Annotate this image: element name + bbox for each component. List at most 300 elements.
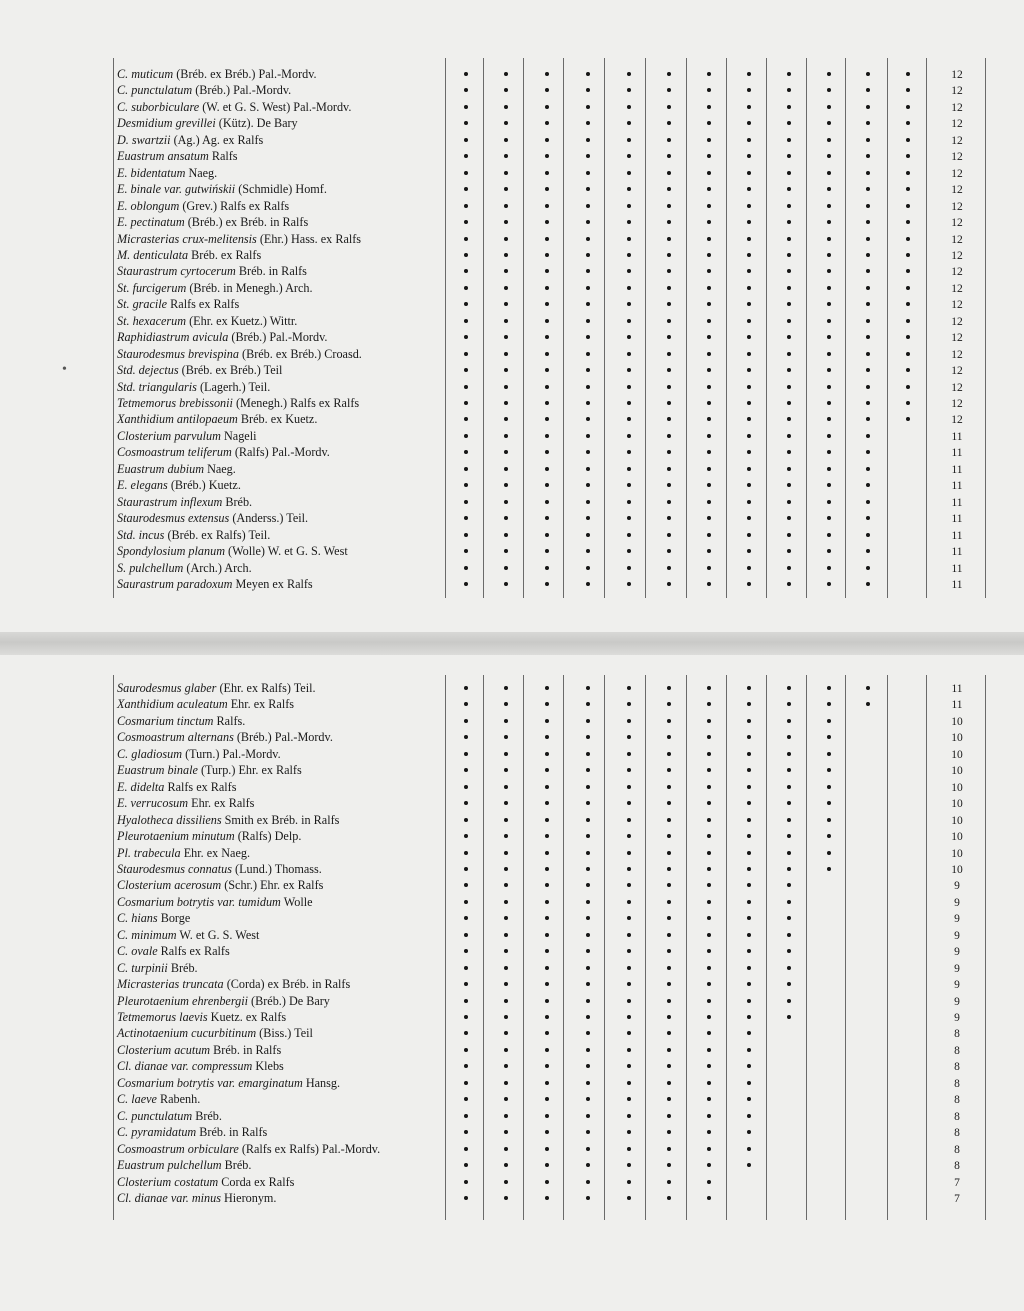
- table-row: [0, 148, 1024, 165]
- species-name: [117, 812, 339, 828]
- occurrence-dot: [866, 516, 870, 520]
- species-author: Bréb.: [224, 1158, 252, 1173]
- occurrence-count: 7: [954, 1192, 960, 1205]
- occurrence-dot: [545, 834, 549, 838]
- occurrence-dot: [504, 88, 508, 92]
- occurrence-dot: [827, 801, 831, 805]
- species-author: (Kütz). De Bary: [218, 116, 298, 131]
- occurrence-dot: [787, 335, 791, 339]
- occurrence-dot: [827, 719, 831, 723]
- occurrence-dot: [627, 516, 631, 520]
- occurrence-dot: [627, 88, 631, 92]
- occurrence-count: 11: [951, 562, 963, 575]
- occurrence-dot: [504, 204, 508, 208]
- occurrence-dot: [747, 483, 751, 487]
- occurrence-dot: [906, 352, 910, 356]
- species-name: [117, 66, 317, 82]
- occurrence-dot: [464, 286, 468, 290]
- occurrence-dot: [667, 900, 671, 904]
- occurrence-dot: [627, 966, 631, 970]
- table-row: [0, 762, 1024, 779]
- occurrence-dot: [827, 204, 831, 208]
- occurrence-count: 12: [951, 233, 963, 246]
- occurrence-dot: [504, 187, 508, 191]
- occurrence-dot: [586, 72, 590, 76]
- table-row: [0, 329, 1024, 346]
- occurrence-dot: [545, 88, 549, 92]
- occurrence-dot: [866, 319, 870, 323]
- occurrence-count: 9: [954, 1012, 960, 1024]
- occurrence-dot: [747, 138, 751, 142]
- species-name: [117, 280, 313, 296]
- occurrence-dot: [667, 319, 671, 323]
- occurrence-dot: [747, 686, 751, 690]
- occurrence-dot: [866, 385, 870, 389]
- occurrence-dot: [827, 851, 831, 855]
- species-taxon: Micrasterias truncata: [117, 977, 224, 992]
- occurrence-dot: [667, 867, 671, 871]
- species-taxon: C. muticum: [117, 67, 174, 81]
- occurrence-dot: [747, 121, 751, 125]
- occurrence-dot: [787, 72, 791, 76]
- occurrence-dot: [707, 253, 711, 257]
- species-taxon: Cosmarium botrytis var. emarginatum: [117, 1075, 303, 1090]
- occurrence-dot: [586, 1163, 590, 1167]
- occurrence-dot: [464, 966, 468, 970]
- species-taxon: Staurastrum inflexum: [117, 494, 223, 509]
- occurrence-dot: [464, 1097, 468, 1101]
- species-taxon: Cl. dianae var. minus: [117, 1190, 221, 1205]
- occurrence-dot: [707, 1196, 711, 1200]
- species-author: Rabenh.: [159, 1092, 201, 1107]
- occurrence-dot: [787, 187, 791, 191]
- occurrence-dot: [707, 1031, 711, 1035]
- occurrence-dot: [707, 1015, 711, 1019]
- table-row: [0, 1108, 1024, 1125]
- table-row: [0, 362, 1024, 379]
- occurrence-dot: [667, 1163, 671, 1167]
- occurrence-count: 11: [951, 699, 963, 712]
- occurrence-dot: [504, 1081, 508, 1085]
- occurrence-count: 11: [951, 447, 963, 460]
- occurrence-dot: [747, 785, 751, 789]
- species-taxon: C. minimum: [117, 927, 177, 942]
- species-author: Bréb. ex Ralfs: [191, 247, 262, 262]
- occurrence-dot: [866, 269, 870, 273]
- occurrence-dot: [747, 900, 751, 904]
- occurrence-dot: [627, 566, 631, 570]
- table-row: [0, 231, 1024, 248]
- occurrence-dot: [464, 949, 468, 953]
- occurrence-dot: [627, 187, 631, 191]
- occurrence-dot: [747, 582, 751, 586]
- species-name: [117, 1124, 267, 1140]
- occurrence-dot: [707, 286, 711, 290]
- occurrence-dot: [707, 220, 711, 224]
- table-row: [0, 280, 1024, 297]
- occurrence-dot: [667, 1031, 671, 1035]
- species-name: [117, 576, 313, 592]
- occurrence-dot: [464, 533, 468, 537]
- occurrence-dot: [707, 900, 711, 904]
- species-taxon: E. binale var. gutwińskii: [117, 182, 236, 197]
- occurrence-count: 9: [954, 946, 960, 959]
- occurrence-dot: [464, 1130, 468, 1134]
- occurrence-dot: [787, 516, 791, 520]
- occurrence-dot: [464, 516, 468, 520]
- species-name: [117, 313, 297, 329]
- table-row: [0, 296, 1024, 313]
- species-name: [117, 927, 259, 943]
- species-author: (Grev.) Ralfs ex Ralfs: [182, 198, 290, 213]
- occurrence-dot: [667, 121, 671, 125]
- occurrence-dot: [627, 154, 631, 158]
- occurrence-dot: [504, 735, 508, 739]
- occurrence-dot: [707, 171, 711, 175]
- occurrence-dot: [545, 785, 549, 789]
- occurrence-dot: [827, 171, 831, 175]
- occurrence-dot: [586, 516, 590, 520]
- occurrence-dot: [586, 949, 590, 953]
- occurrence-dot: [707, 768, 711, 772]
- species-author: Bréb.: [195, 1108, 222, 1123]
- occurrence-dot: [787, 352, 791, 356]
- occurrence-dot: [667, 735, 671, 739]
- occurrence-dot: [707, 834, 711, 838]
- species-author: (Bréb.) Pal.-Mordv.: [236, 730, 333, 745]
- occurrence-dot: [667, 450, 671, 454]
- occurrence-dot: [667, 154, 671, 158]
- occurrence-dot: [545, 566, 549, 570]
- species-taxon: Micrasterias crux-melitensis: [117, 231, 257, 246]
- occurrence-dot: [667, 851, 671, 855]
- table-row: [0, 1025, 1024, 1042]
- occurrence-dot: [747, 752, 751, 756]
- species-name: [117, 960, 198, 976]
- occurrence-dot: [586, 1064, 590, 1068]
- table-row: [0, 795, 1024, 812]
- occurrence-dot: [545, 1180, 549, 1184]
- species-author: Ralfs ex Ralfs: [160, 944, 230, 959]
- occurrence-dot: [747, 204, 751, 208]
- occurrence-dot: [545, 1048, 549, 1052]
- occurrence-dot: [707, 686, 711, 690]
- species-author: Klebs: [255, 1059, 284, 1074]
- occurrence-dot: [787, 801, 791, 805]
- occurrence-dot: [707, 138, 711, 142]
- occurrence-dot: [827, 286, 831, 290]
- species-author: Corda ex Ralfs: [221, 1174, 295, 1189]
- occurrence-dot: [504, 302, 508, 306]
- occurrence-dot: [504, 851, 508, 855]
- occurrence-dot: [545, 702, 549, 706]
- species-name: [117, 395, 359, 411]
- occurrence-dot: [586, 1081, 590, 1085]
- species-name: [117, 543, 348, 559]
- occurrence-dot: [545, 352, 549, 356]
- occurrence-dot: [906, 253, 910, 257]
- occurrence-dot: [504, 253, 508, 257]
- occurrence-dot: [504, 982, 508, 986]
- species-taxon: E. pectinatum: [117, 215, 185, 230]
- occurrence-count: 10: [951, 732, 963, 745]
- occurrence-dot: [545, 1163, 549, 1167]
- occurrence-dot: [545, 467, 549, 471]
- occurrence-dot: [464, 582, 468, 586]
- occurrence-dot: [464, 982, 468, 986]
- occurrence-dot: [586, 105, 590, 109]
- table-row: [0, 444, 1024, 461]
- occurrence-dot: [586, 916, 590, 920]
- occurrence-count: 12: [951, 101, 963, 114]
- occurrence-dot: [667, 335, 671, 339]
- occurrence-dot: [827, 269, 831, 273]
- occurrence-dot: [545, 1015, 549, 1019]
- occurrence-dot: [545, 154, 549, 158]
- occurrence-dot: [545, 269, 549, 273]
- occurrence-dot: [747, 1130, 751, 1134]
- occurrence-dot: [866, 138, 870, 142]
- occurrence-dot: [707, 566, 711, 570]
- occurrence-dot: [627, 582, 631, 586]
- species-taxon: Euastrum dubium: [117, 461, 205, 476]
- species-taxon: Staurastrum cyrtocerum: [117, 264, 236, 279]
- species-taxon: E. verrucosum: [117, 796, 189, 811]
- occurrence-dot: [586, 220, 590, 224]
- table-row: [0, 861, 1024, 878]
- occurrence-dot: [586, 1031, 590, 1035]
- occurrence-dot: [504, 319, 508, 323]
- occurrence-dot: [707, 483, 711, 487]
- species-author: (Bréb. in Menegh.) Arch.: [189, 280, 313, 295]
- occurrence-dot: [707, 401, 711, 405]
- species-name: [117, 993, 330, 1009]
- species-name: [117, 1108, 222, 1124]
- occurrence-dot: [747, 1097, 751, 1101]
- occurrence-dot: [787, 302, 791, 306]
- occurrence-dot: [667, 385, 671, 389]
- occurrence-dot: [464, 702, 468, 706]
- species-author: (Bréb.) ex Bréb. in Ralfs: [187, 215, 309, 230]
- species-name: [117, 762, 302, 778]
- occurrence-dot: [504, 966, 508, 970]
- occurrence-dot: [586, 1015, 590, 1019]
- occurrence-dot: [586, 450, 590, 454]
- occurrence-dot: [545, 768, 549, 772]
- species-author: Bréb. in Ralfs: [199, 1125, 268, 1140]
- occurrence-dot: [586, 302, 590, 306]
- species-author: (Lagerh.) Teil.: [199, 379, 271, 394]
- occurrence-count: 12: [951, 184, 963, 197]
- occurrence-dot: [627, 949, 631, 953]
- occurrence-dot: [906, 286, 910, 290]
- species-taxon: C. pyramidatum: [117, 1125, 197, 1140]
- occurrence-dot: [627, 900, 631, 904]
- occurrence-count: 8: [954, 1061, 960, 1074]
- occurrence-dot: [504, 500, 508, 504]
- occurrence-dot: [504, 138, 508, 142]
- species-name: [117, 943, 230, 959]
- occurrence-dot: [586, 883, 590, 887]
- occurrence-dot: [827, 834, 831, 838]
- occurrence-dot: [627, 335, 631, 339]
- occurrence-dot: [464, 818, 468, 822]
- occurrence-count: 9: [954, 880, 960, 893]
- occurrence-dot: [504, 483, 508, 487]
- occurrence-dot: [827, 686, 831, 690]
- occurrence-dot: [464, 204, 468, 208]
- occurrence-dot: [707, 966, 711, 970]
- species-name: [117, 560, 252, 576]
- occurrence-count: 8: [954, 1110, 960, 1123]
- species-name: [117, 411, 317, 427]
- occurrence-dot: [747, 966, 751, 970]
- occurrence-dot: [866, 105, 870, 109]
- species-taxon: Std. incus: [117, 527, 165, 542]
- species-taxon: Std. triangularis: [117, 379, 197, 394]
- occurrence-dot: [667, 933, 671, 937]
- occurrence-dot: [827, 785, 831, 789]
- table-row: [0, 82, 1024, 99]
- occurrence-dot: [504, 1163, 508, 1167]
- occurrence-dot: [586, 851, 590, 855]
- occurrence-dot: [667, 1081, 671, 1085]
- occurrence-dot: [787, 916, 791, 920]
- occurrence-dot: [667, 1015, 671, 1019]
- occurrence-dot: [667, 768, 671, 772]
- species-name: [117, 477, 241, 493]
- occurrence-dot: [667, 999, 671, 1003]
- occurrence-dot: [827, 434, 831, 438]
- occurrence-dot: [866, 154, 870, 158]
- species-taxon: C. turpinii: [117, 960, 168, 975]
- occurrence-dot: [747, 533, 751, 537]
- occurrence-dot: [827, 220, 831, 224]
- occurrence-dot: [747, 1048, 751, 1052]
- occurrence-count: 10: [951, 765, 963, 778]
- species-name: [117, 214, 308, 230]
- occurrence-dot: [586, 818, 590, 822]
- occurrence-dot: [627, 1163, 631, 1167]
- table-row: [0, 696, 1024, 713]
- species-author: Bréb.: [170, 960, 198, 975]
- occurrence-dot: [906, 302, 910, 306]
- occurrence-dot: [747, 834, 751, 838]
- occurrence-dot: [707, 735, 711, 739]
- occurrence-dot: [707, 916, 711, 920]
- occurrence-dot: [627, 417, 631, 421]
- table-row: [0, 560, 1024, 577]
- species-author: (Bréb. ex Bréb.) Pal.-Mordv.: [176, 67, 317, 81]
- table-row: [0, 510, 1024, 527]
- occurrence-dot: [827, 768, 831, 772]
- species-name: [117, 165, 217, 181]
- species-taxon: Desmidium grevillei: [117, 116, 216, 131]
- occurrence-dot: [464, 467, 468, 471]
- species-taxon: Cl. dianae var. compressum: [117, 1059, 253, 1074]
- occurrence-dot: [747, 352, 751, 356]
- occurrence-dot: [504, 1048, 508, 1052]
- species-taxon: C. ovale: [117, 944, 158, 959]
- occurrence-dot: [827, 105, 831, 109]
- occurrence-dot: [787, 138, 791, 142]
- occurrence-dot: [464, 483, 468, 487]
- occurrence-dot: [504, 1114, 508, 1118]
- occurrence-dot: [747, 1064, 751, 1068]
- species-author: Wolle: [283, 894, 313, 909]
- table-row: [0, 1058, 1024, 1075]
- occurrence-count: 12: [951, 365, 963, 378]
- occurrence-dot: [747, 319, 751, 323]
- occurrence-dot: [545, 867, 549, 871]
- occurrence-dot: [504, 702, 508, 706]
- occurrence-dot: [827, 88, 831, 92]
- occurrence-dot: [545, 417, 549, 421]
- species-author: (Turn.) Pal.-Mordv.: [185, 746, 281, 761]
- occurrence-dot: [504, 154, 508, 158]
- occurrence-count: 8: [954, 1127, 960, 1140]
- occurrence-dot: [866, 253, 870, 257]
- table-row: [0, 346, 1024, 363]
- species-taxon: Saurastrum paradoxum: [117, 576, 233, 591]
- occurrence-dot: [827, 467, 831, 471]
- species-name: [117, 444, 330, 460]
- occurrence-dot: [504, 566, 508, 570]
- species-name: [117, 148, 238, 164]
- occurrence-dot: [464, 1031, 468, 1035]
- occurrence-dot: [747, 719, 751, 723]
- occurrence-dot: [464, 138, 468, 142]
- occurrence-dot: [747, 549, 751, 553]
- occurrence-dot: [464, 1114, 468, 1118]
- species-author: (Bréb. ex Bréb.) Teil: [181, 363, 283, 378]
- occurrence-dot: [866, 549, 870, 553]
- occurrence-count: 12: [951, 381, 963, 394]
- table-row: [0, 910, 1024, 927]
- species-taxon: Std. dejectus: [117, 363, 179, 378]
- occurrence-dot: [787, 785, 791, 789]
- occurrence-count: 11: [951, 529, 963, 542]
- occurrence-dot: [667, 237, 671, 241]
- occurrence-dot: [866, 171, 870, 175]
- occurrence-dot: [545, 138, 549, 142]
- occurrence-dot: [667, 818, 671, 822]
- occurrence-dot: [667, 719, 671, 723]
- occurrence-dot: [545, 1114, 549, 1118]
- page-gutter: [0, 632, 1024, 655]
- species-author: Naeg.: [188, 165, 218, 180]
- occurrence-dot: [667, 401, 671, 405]
- occurrence-dot: [545, 220, 549, 224]
- occurrence-dot: [586, 138, 590, 142]
- species-author: (Schmidle) Homf.: [238, 182, 327, 197]
- occurrence-count: 9: [954, 913, 960, 926]
- species-taxon: C. gladiosum: [117, 746, 183, 761]
- occurrence-dot: [866, 121, 870, 125]
- occurrence-dot: [464, 253, 468, 257]
- occurrence-dot: [627, 752, 631, 756]
- occurrence-dot: [627, 171, 631, 175]
- species-name: [117, 231, 361, 247]
- occurrence-dot: [707, 982, 711, 986]
- occurrence-count: 9: [954, 929, 960, 942]
- table-row: [0, 1009, 1024, 1026]
- occurrence-dot: [464, 801, 468, 805]
- occurrence-dot: [627, 933, 631, 937]
- species-taxon: E. elegans: [117, 478, 168, 493]
- occurrence-dot: [586, 269, 590, 273]
- occurrence-dot: [707, 818, 711, 822]
